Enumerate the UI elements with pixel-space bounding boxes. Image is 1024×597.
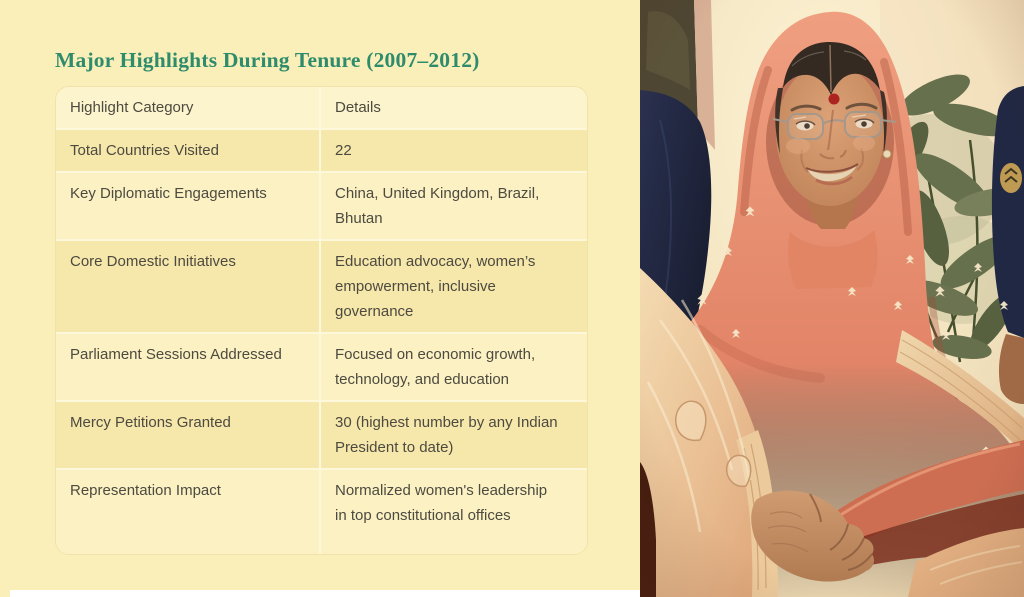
table-cell-details: Education advocacy, women’s empowerment, inclusive governance — [321, 241, 587, 332]
table-cell-category: Key Diplomatic Engagements — [56, 173, 319, 239]
page-title: Major Highlights During Tenure (2007–2012) — [55, 48, 480, 73]
table-cell-details: Normalized women's leadership in top constitutional offices — [321, 470, 587, 554]
table-header-category: Highlight Category — [56, 87, 319, 128]
table-cell-category: Core Domestic Initiatives — [56, 241, 319, 332]
table-cell-details: 30 (highest number by any Indian President to date) — [321, 402, 587, 468]
table-header-details: Details — [321, 87, 587, 128]
table-cell-details: 22 — [321, 130, 587, 171]
page-bottom-edge — [10, 590, 640, 597]
highlights-table — [56, 87, 587, 554]
portrait-photo — [640, 0, 1024, 597]
table-cell-category: Mercy Petitions Granted — [56, 402, 319, 468]
table-cell-category: Parliament Sessions Addressed — [56, 334, 319, 400]
table-cell-details: China, United Kingdom, Brazil, Bhutan — [321, 173, 587, 239]
table-cell-category: Representation Impact — [56, 470, 319, 554]
table-cell-category: Total Countries Visited — [56, 130, 319, 171]
portrait-photo-svg — [640, 0, 1024, 597]
highlights-table-wrap — [55, 86, 588, 555]
table-cell-details: Focused on economic growth, technology, and education — [321, 334, 587, 400]
